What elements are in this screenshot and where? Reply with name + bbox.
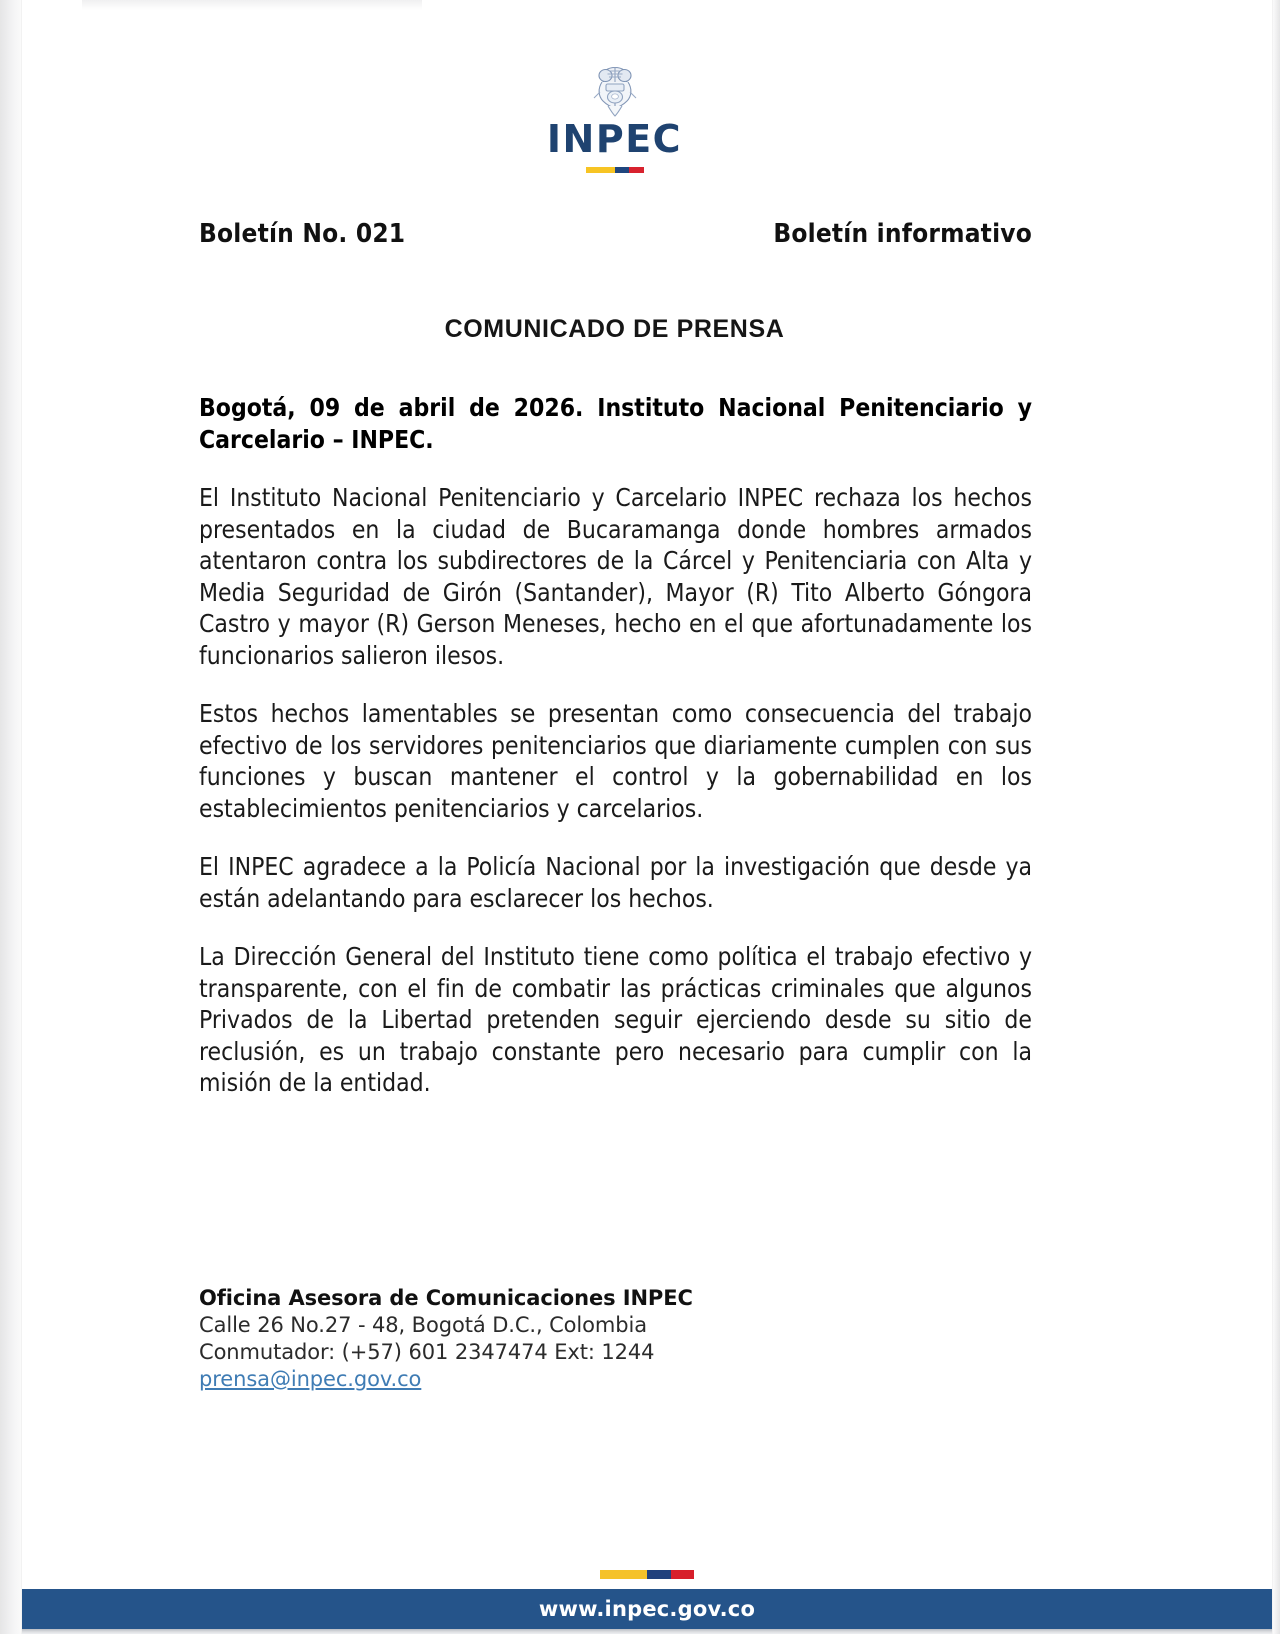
body-paragraph-4: La Dirección General del Instituto tiene como política el trabajo efectivo y transparente, con el fin de combatir las prácticas criminales que algunos Privados de la Libertad pretenden seguir ejerciendo desde su sitio de reclusión, es un trabajo constante pero necesario para cumplir con la misión de la entidad. [199,942,1032,1097]
contact-address: Calle 26 No.27 - 48, Bogotá D.C., Colombia [199,1313,648,1337]
body-paragraph-2: Estos hechos lamentables se presentan como consecuencia del trabajo efectivo de los servidores penitenciarios que diariamente cumplen con sus funciones y buscan mantener el control y la gobernabilidad en los establecimientos penitenciarios y carcelarios. [199,699,1032,823]
contact-email-link[interactable]: prensa@inpec.gov.co [199,1367,422,1391]
contact-office: Oficina Asesora de Comunicaciones INPEC [199,1286,693,1310]
contact-block [199,1285,899,1393]
footer-bar-shadow [22,1629,1272,1634]
page-right-edge-shadow [1272,0,1280,1634]
bulletin-header-row [177,219,1052,249]
footer-colombia-flag-icon [600,1570,694,1579]
contact-phone: Conmutador: (+57) 601 2347474 Ext: 1244 [199,1340,655,1364]
bulletin-kind: Boletín informativo [773,219,1032,249]
bulletin-number: Boletín No. 021 [199,219,406,249]
colombia-coat-of-arms-icon [589,62,641,118]
body-paragraph-3: El INPEC agradece a la Policía Nacional por la investigación que desde ya están adelantando para esclarecer los hechos. [199,852,1032,913]
colombia-flag-bar-icon [586,167,644,173]
dateline-paragraph: Bogotá, 09 de abril de 2026. Instituto Nacional Penitenciario y Carcelario – INPEC. [199,393,1032,454]
body-paragraph-1: El Instituto Nacional Penitenciario y Carcelario INPEC rechaza los hechos presentados en la ciudad de Bucaramanga donde hombres armados atentaron contra los subdirectores de la Cárcel y Penitenciaria con Alta y Media Seguridad de Girón (Santander), Mayor (R) Tito Alberto Góngora Castro y mayor (R) Gerson Meneses, hecho en el que afortunadamente los funcionarios salieron ilesos. [199,483,1032,670]
document-body [177,392,1052,1099]
inpec-wordmark: INPEC [546,117,683,161]
document-content [177,0,1052,1099]
page-title: COMUNICADO DE PRENSA [444,315,785,343]
footer-bar [22,1589,1272,1629]
footer-website-url[interactable]: www.inpec.gov.co [538,1597,756,1621]
document-page [22,0,1272,1634]
inpec-logo [177,0,1052,173]
page-left-edge-shadow [0,0,22,1634]
